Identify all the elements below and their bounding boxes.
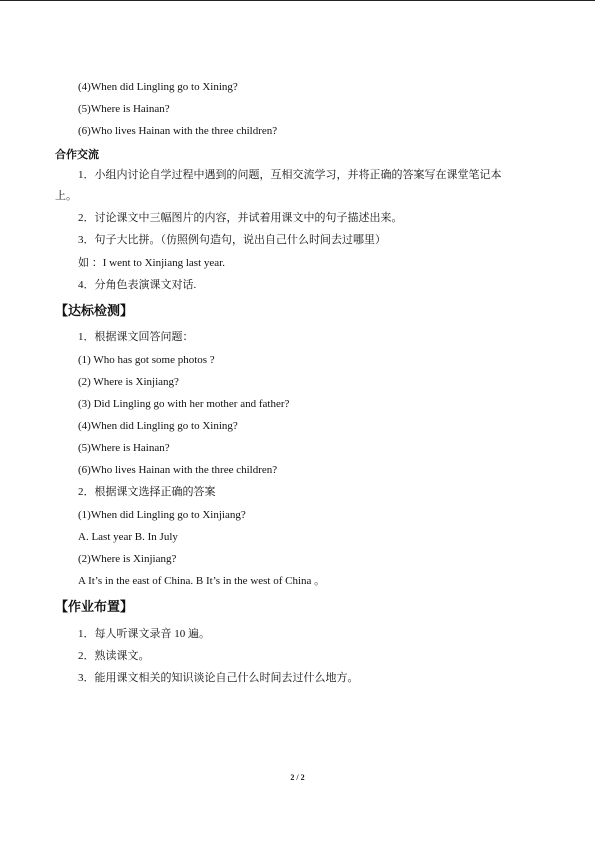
question-line: (6)Who lives Hainan with the three children? xyxy=(78,464,278,476)
cooperation-item-3: 3．句子大比拼。（仿照例句造句，说出自己什么时间去过哪里） xyxy=(78,234,386,246)
header-rule xyxy=(0,0,595,1)
answer-options: A It’s in the east of China. B It’s in the west of China 。 xyxy=(78,575,326,587)
cooperation-item-1: 1．小组内讨论自学过程中遇到的问题，互相交流学习，并将正确的答案写在课堂笔记本 xyxy=(78,169,502,181)
question-line: (1) Who has got some photos ? xyxy=(78,354,215,366)
cooperation-heading: 合作交流 xyxy=(55,149,99,161)
homework-item: 1．每人听课文录音 10 遍。 xyxy=(78,628,210,640)
test-question-1: 1．根据课文回答问题： xyxy=(78,331,194,343)
homework-heading: 【作业布置】 xyxy=(55,599,134,614)
homework-item: 2．熟读课文。 xyxy=(78,650,150,662)
question-line: (1)When did Lingling go to Xinjiang? xyxy=(78,509,246,521)
question-line: (3) Did Lingling go with her mother and father? xyxy=(78,398,290,410)
test-question-2: 2．根据课文选择正确的答案 xyxy=(78,486,216,498)
question-line: (5)Where is Hainan? xyxy=(78,103,170,115)
test-section-heading: 【达标检测】 xyxy=(55,303,134,318)
question-line: (6)Who lives Hainan with the three children? xyxy=(78,125,278,137)
question-line: (4)When did Lingling go to Xining? xyxy=(78,420,238,432)
cooperation-item-4: 4．分角色表演课文对话. xyxy=(78,279,197,291)
question-line: (5)Where is Hainan? xyxy=(78,442,170,454)
page-number: 2 / 2 xyxy=(290,773,305,782)
question-line: (2) Where is Xinjiang? xyxy=(78,376,179,388)
homework-item: 3．能用课文相关的知识谈论自己什么时间去过什么地方。 xyxy=(78,672,359,684)
question-line: (2)Where is Xinjiang? xyxy=(78,553,177,565)
answer-options: A. Last year B. In July xyxy=(78,531,178,543)
example-sentence: 如 ：I went to Xinjiang last year. xyxy=(78,257,225,269)
question-line: (4)When did Lingling go to Xining? xyxy=(78,81,238,93)
cooperation-item-2: 2．讨论课文中三幅图片的内容，并试着用课文中的句子描述出来。 xyxy=(78,212,403,224)
cooperation-item-1-wrap: 上。 xyxy=(55,190,77,202)
